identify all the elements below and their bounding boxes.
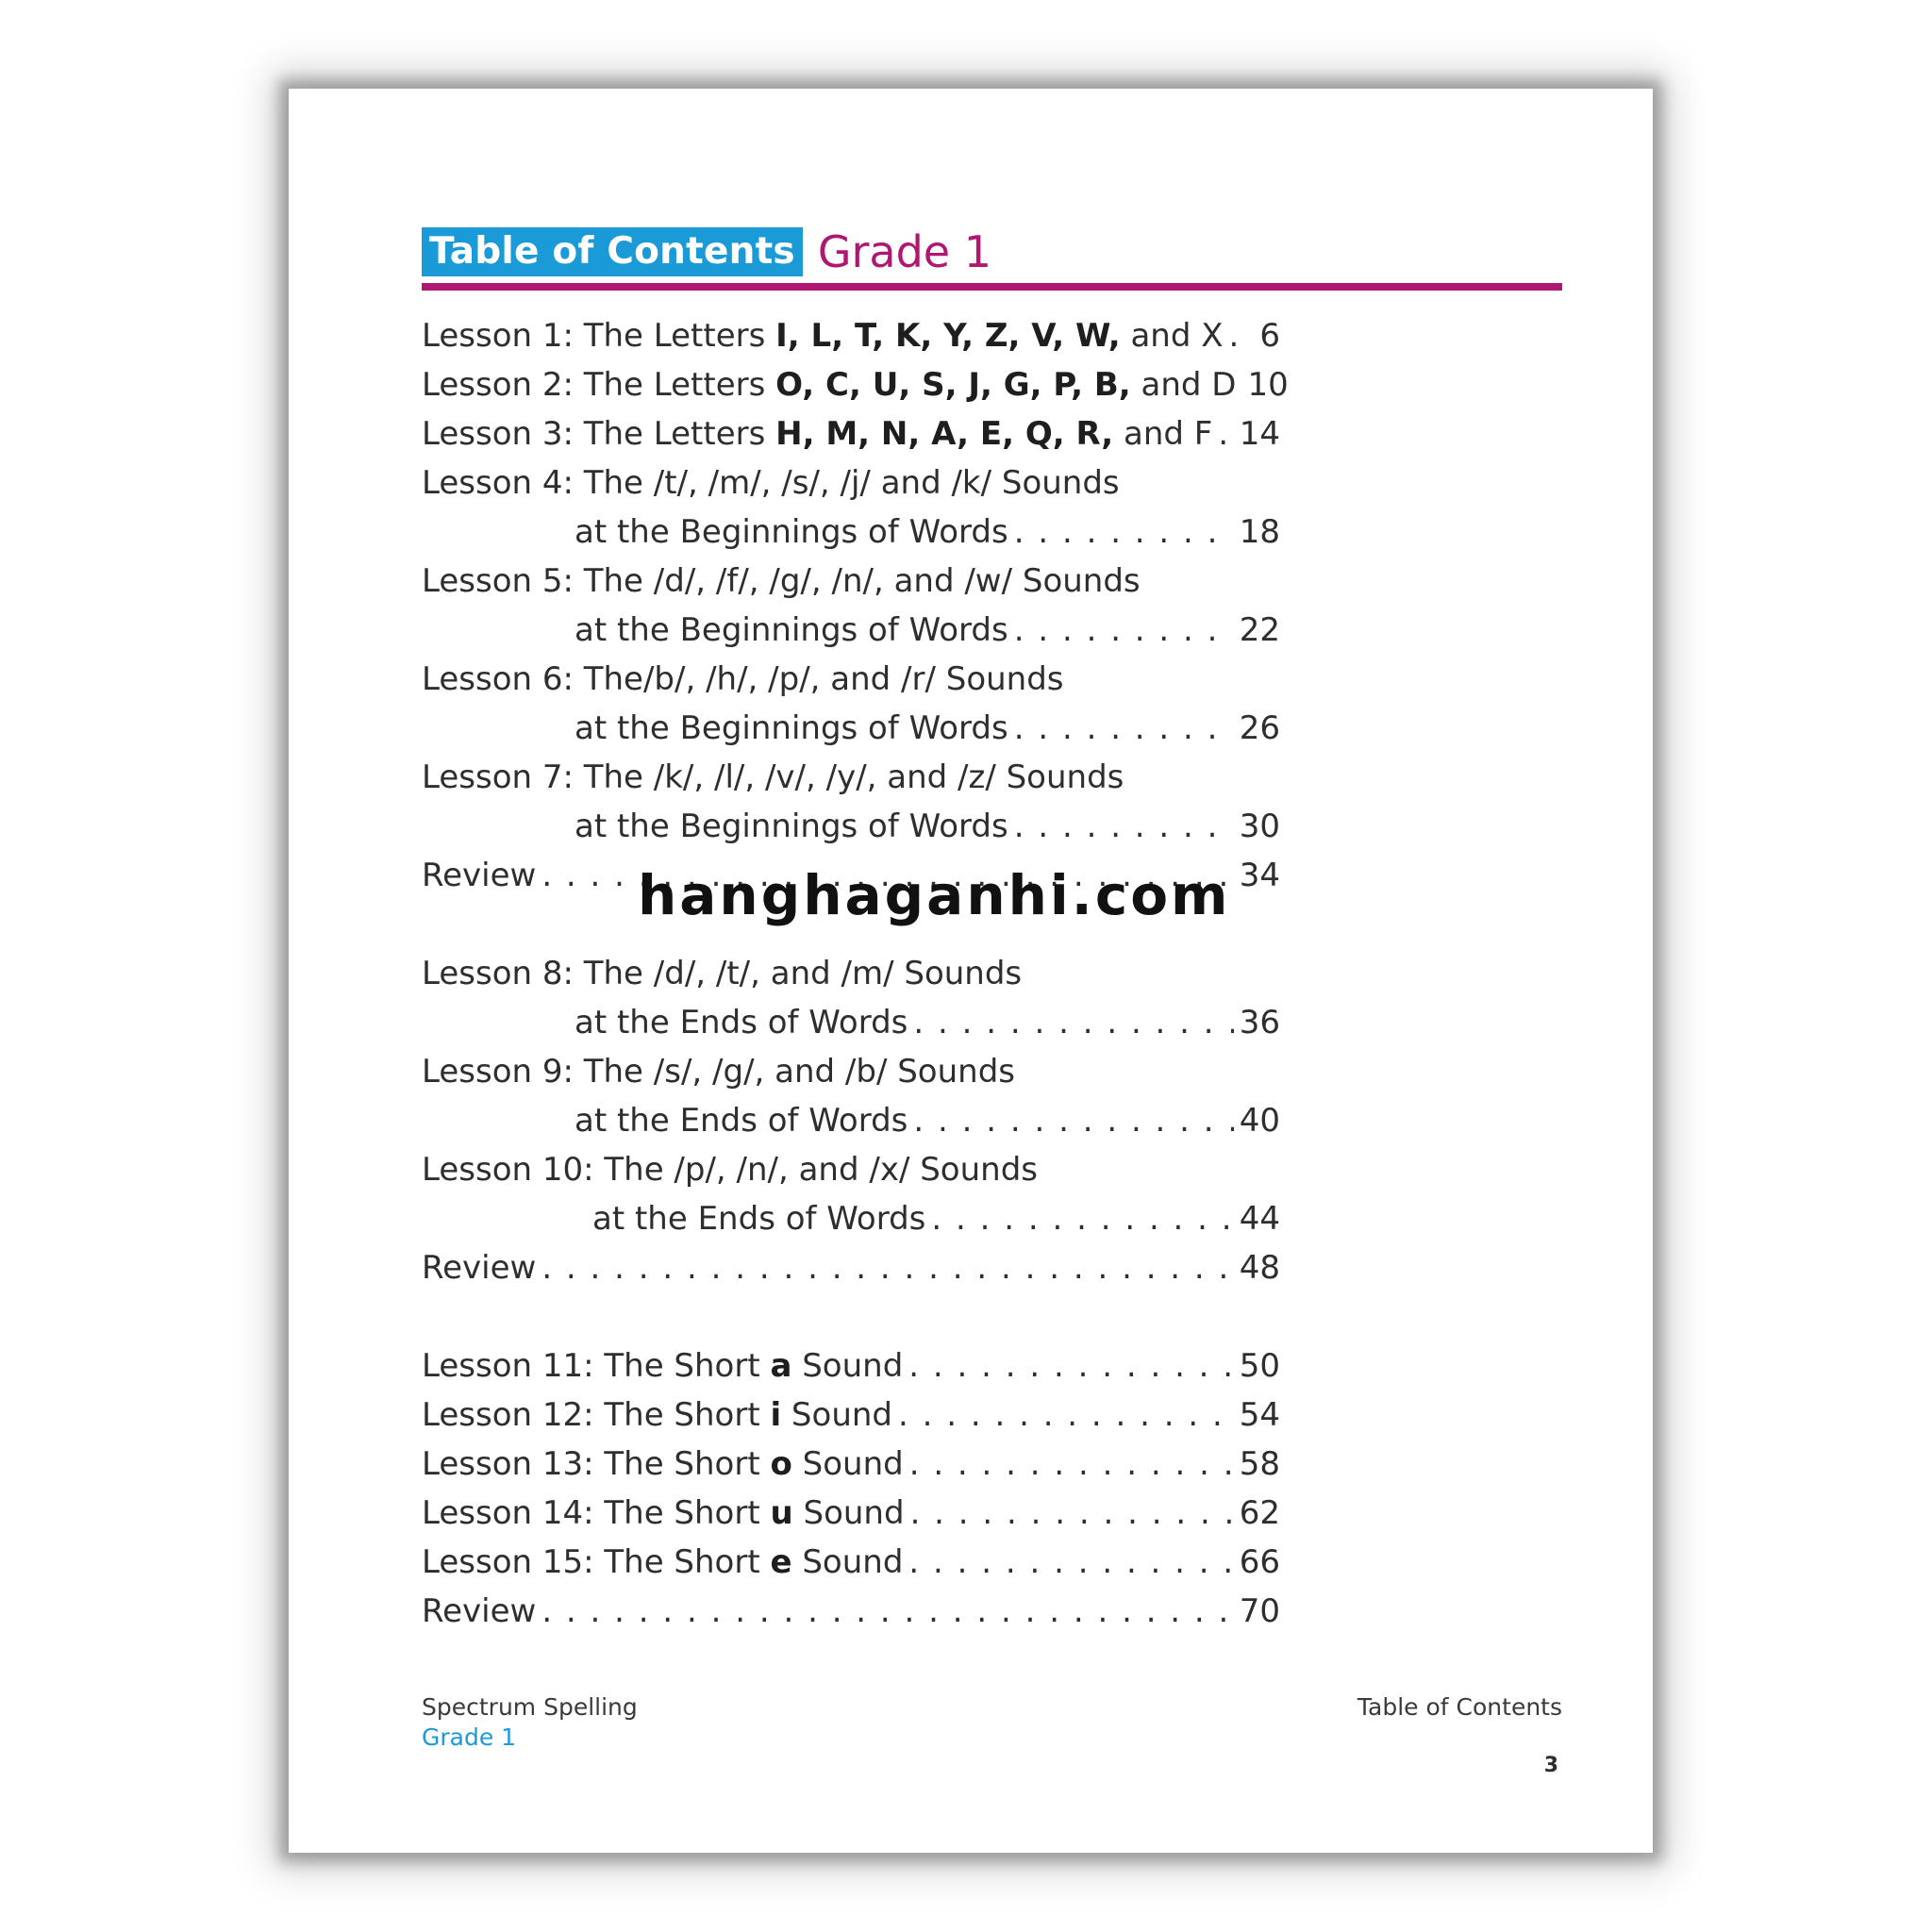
footer-book-title: Spectrum Spelling <box>422 1693 638 1721</box>
toc-entry-lesson-1: Lesson 1: The Letters I, L, T, K, Y, Z, V, W, and X . . . 6 <box>422 311 1280 360</box>
grade-title: Grade 1 <box>817 226 991 277</box>
dot-leader <box>909 1440 1234 1489</box>
toc-page-number: 30 <box>1239 808 1280 845</box>
toc-page-number: 44 <box>1239 1200 1280 1238</box>
toc-page-number: 54 <box>1239 1396 1280 1434</box>
toc-page-number: 62 <box>1239 1494 1280 1532</box>
toc-page-number: 36 <box>1239 1004 1280 1041</box>
header-rule <box>422 283 1562 291</box>
dot-leader <box>898 1391 1234 1440</box>
footer-book-info <box>422 1692 638 1753</box>
toc-entry-lesson-3: Lesson 3: The Letters H, M, N, A, E, Q, R, and F . . . 14 <box>422 409 1280 458</box>
footer-grade: Grade 1 <box>422 1724 517 1751</box>
page-number: 3 <box>1543 1754 1558 1777</box>
toc-entry-lesson-2: Lesson 2: The Letters O, C, U, S, J, G, P, B, and D 10 <box>422 360 1280 409</box>
dot-leader <box>541 1587 1233 1636</box>
dot-leader <box>541 1243 1233 1292</box>
toc-entry-lesson-8-cont: at the Ends of Words . . . 36 <box>422 998 1280 1047</box>
toc-entry-lesson-7-cont: at the Beginnings of Words . . . 30 <box>422 802 1280 851</box>
toc-page-number: 40 <box>1239 1102 1280 1140</box>
toc-page-number: 58 <box>1239 1445 1280 1483</box>
toc-entry-lesson-14: Lesson 14: The Short u Sound . . . 62 <box>422 1489 1280 1538</box>
toc-page-number: 70 <box>1239 1592 1280 1630</box>
toc-entry-lesson-11: Lesson 11: The Short a Sound . . . 50 <box>422 1341 1280 1391</box>
toc-page-number: 50 <box>1239 1347 1280 1385</box>
toc-page-number: 10 <box>1247 366 1289 404</box>
dot-leader <box>913 1096 1233 1145</box>
toc-page-number: 26 <box>1239 709 1280 747</box>
dot-leader <box>1014 704 1234 753</box>
toc-entry-lesson-7: Lesson 7: The /k/, /l/, /v/, /y/, and /z/ Sounds <box>422 758 1124 796</box>
dot-leader <box>1014 606 1234 655</box>
toc-page-number: 18 <box>1239 513 1280 551</box>
toc-entry-lesson-5-cont: at the Beginnings of Words . . . 22 <box>422 606 1280 655</box>
toc-page-number: 22 <box>1239 611 1280 649</box>
toc-entry-review-2: Review . . . 48 <box>422 1243 1280 1292</box>
toc-page-number: 34 <box>1239 857 1280 894</box>
book-page <box>289 89 1653 1853</box>
toc-entry-lesson-8: Lesson 8: The /d/, /t/, and /m/ Sounds <box>422 955 1023 992</box>
toc-entry-lesson-13: Lesson 13: The Short o Sound . . . 58 <box>422 1440 1280 1489</box>
toc-entry-lesson-5: Lesson 5: The /d/, /f/, /g/, /n/, and /w/ Sounds <box>422 562 1141 600</box>
toc-page-number: 6 <box>1259 317 1280 355</box>
toc-page-number: 66 <box>1239 1543 1280 1581</box>
toc-entry-lesson-15: Lesson 15: The Short e Sound . . . 66 <box>422 1538 1280 1587</box>
dot-leader <box>1014 508 1234 557</box>
footer-section: Table of Contents <box>1357 1693 1562 1721</box>
toc-entry-lesson-9: Lesson 9: The /s/, /g/, and /b/ Sounds <box>422 1053 1015 1091</box>
toc-page-number: 14 <box>1239 415 1280 453</box>
toc-entry-lesson-9-cont: at the Ends of Words . . . 40 <box>422 1096 1280 1145</box>
toc-entry-lesson-6: Lesson 6: The/b/, /h/, /p/, and /r/ Sounds <box>422 660 1064 698</box>
dot-leader <box>931 1194 1233 1243</box>
toc-badge: Table of Contents <box>422 227 803 276</box>
dot-leader <box>1218 409 1233 458</box>
toc-entry-lesson-12: Lesson 12: The Short i Sound . . . 54 <box>422 1391 1280 1440</box>
dot-leader <box>908 1341 1233 1391</box>
dot-leader <box>913 998 1233 1047</box>
toc-entry-lesson-10-cont: at the Ends of Words . . . 44 <box>422 1194 1280 1243</box>
toc-entry-lesson-4-cont: at the Beginnings of Words . . . 18 <box>422 508 1280 557</box>
toc-entry-review-3: Review . . . 70 <box>422 1587 1280 1636</box>
toc-entry-lesson-6-cont: at the Beginnings of Words . . . 26 <box>422 704 1280 753</box>
toc-entry-lesson-4: Lesson 4: The /t/, /m/, /s/, /j/ and /k/ Sounds <box>422 464 1120 502</box>
toc-entry-lesson-10: Lesson 10: The /p/, /n/, and /x/ Sounds <box>422 1151 1038 1189</box>
toc-entry-review-1: Review . . . 34 <box>422 851 1280 900</box>
watermark: hanghaganhi.com <box>638 863 1231 927</box>
page-header <box>422 226 991 277</box>
toc-list <box>422 311 1289 1636</box>
dot-leader <box>908 1538 1233 1587</box>
dot-leader <box>1014 802 1234 851</box>
dot-leader <box>910 1489 1234 1538</box>
dot-leader <box>1229 311 1255 360</box>
toc-page-number: 48 <box>1239 1249 1280 1287</box>
